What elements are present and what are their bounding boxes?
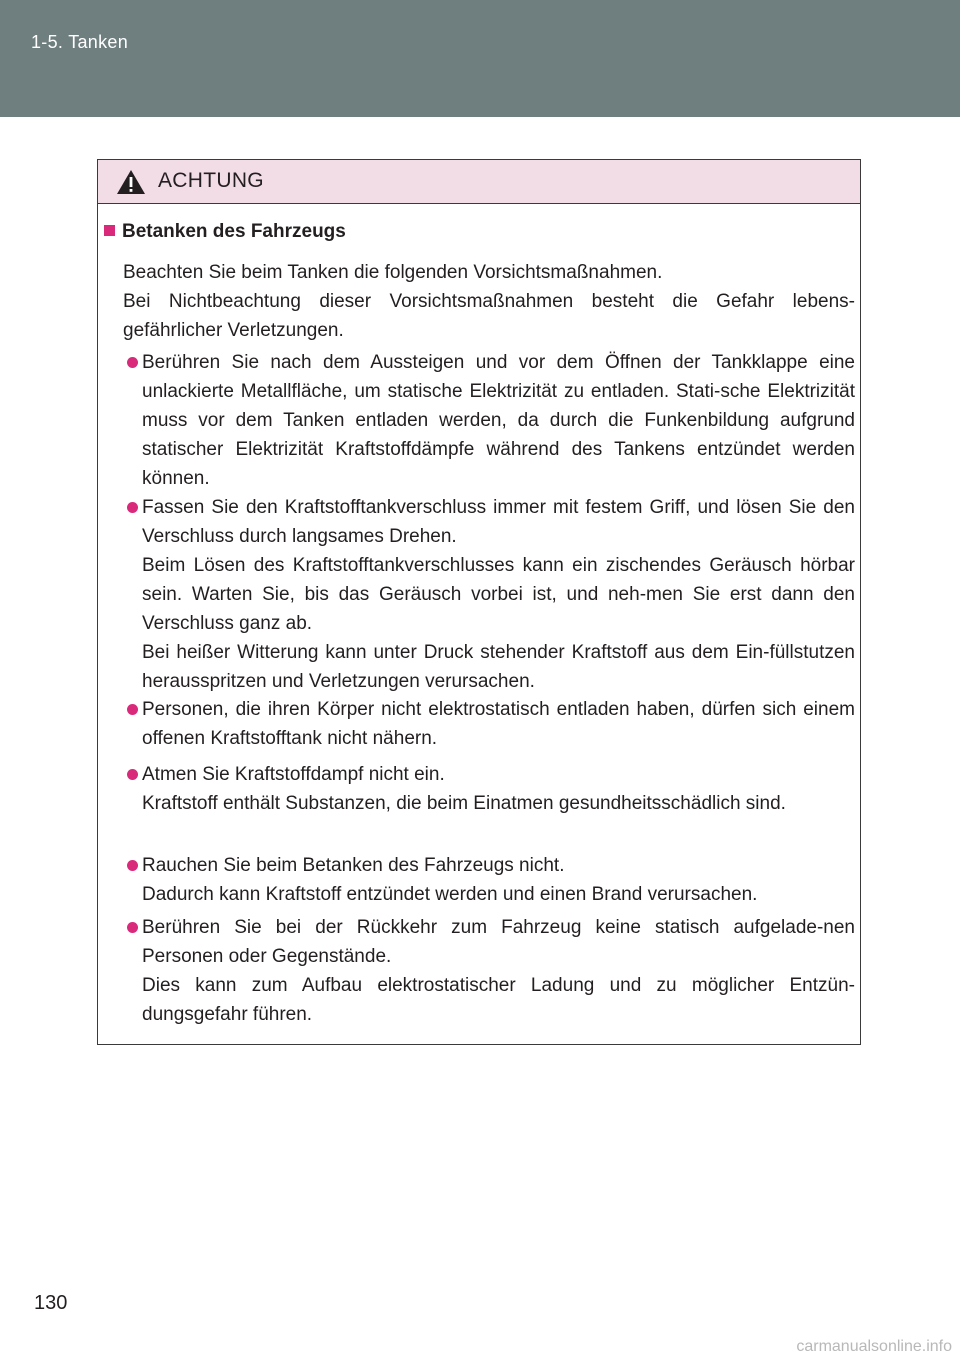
list-item-text: Beim Lösen des Kraftstofftankverschlusses kann ein zischendes Geräusch hörbar sein. Warten Sie, bis das Geräusch vorbei ist, und neh-men Sie erst dann den Verschluss ganz ab.	[142, 555, 855, 634]
list-item	[123, 348, 855, 493]
bullet-dot-icon	[127, 922, 138, 933]
bullet-dot-icon	[127, 502, 138, 513]
bullet-dot-icon	[127, 704, 138, 715]
list-item-text: Rauchen Sie beim Betanken des Fahrzeugs nicht.	[142, 855, 565, 876]
list-item-text: Berühren Sie nach dem Aussteigen und vor dem Öffnen der Tankklappe eine unlackierte Metallfläche, um statische Elektrizität zu entladen. Stati-sche Elektrizität muss vor dem Tanken entladen werden, da durch die Funkenbildung aufgrund statischer Elektrizität Kraftstoffdämpfe während des Tankens entzündet werden können.	[142, 352, 855, 489]
page-header	[0, 0, 960, 117]
list-item-text: Kraftstoff enthält Substanzen, die beim Einatmen gesundheitsschädlich sind.	[142, 793, 786, 814]
warning-title: ACHTUNG	[158, 169, 264, 192]
intro-text	[123, 258, 855, 345]
list-item-text: Personen, die ihren Körper nicht elektrostatisch entladen haben, dürfen sich einem offenen Kraftstofftank nicht nähern.	[142, 699, 855, 749]
list-item-text: Fassen Sie den Kraftstofftankverschluss immer mit festem Griff, und lösen Sie den Verschluss durch langsames Drehen.	[142, 497, 855, 547]
list-item	[123, 851, 855, 909]
list-item-text: Atmen Sie Kraftstoffdampf nicht ein.	[142, 764, 445, 785]
list-item-text: Berühren Sie bei der Rückkehr zum Fahrzeug keine statisch aufgelade-nen Personen oder Gegenstände.	[142, 917, 855, 967]
list-item-text: Dies kann zum Aufbau elektrostatischer Ladung und zu möglicher Entzün-dungsgefahr führen.	[142, 975, 855, 1025]
list-item	[123, 695, 855, 753]
page-number: 130	[34, 1292, 68, 1314]
warning-triangle-icon	[116, 169, 146, 195]
list-item-text: Dadurch kann Kraftstoff entzündet werden und einen Brand verursachen.	[142, 884, 758, 905]
list-item-text: Bei heißer Witterung kann unter Druck stehender Kraftstoff aus dem Ein-füllstutzen herausspritzen und Verletzungen verursachen.	[142, 642, 855, 692]
watermark: carmanualsonline.info	[796, 1338, 952, 1355]
bullet-dot-icon	[127, 769, 138, 780]
square-bullet-icon	[104, 225, 115, 236]
list-item	[123, 760, 855, 818]
bullet-dot-icon	[127, 860, 138, 871]
list-item	[123, 913, 855, 1029]
section-title: Betanken des Fahrzeugs	[104, 221, 346, 243]
intro-paragraph: Bei Nichtbeachtung dieser Vorsichtsmaßnahmen besteht die Gefahr lebens-gefährlicher Verletzungen.	[123, 291, 855, 341]
warning-box	[97, 159, 861, 1045]
bullet-dot-icon	[127, 357, 138, 368]
section-label: 1-5. Tanken	[31, 32, 129, 52]
intro-paragraph: Beachten Sie beim Tanken die folgenden Vorsichtsmaßnahmen.	[123, 262, 663, 283]
warning-header	[98, 160, 860, 204]
list-item	[123, 493, 855, 696]
